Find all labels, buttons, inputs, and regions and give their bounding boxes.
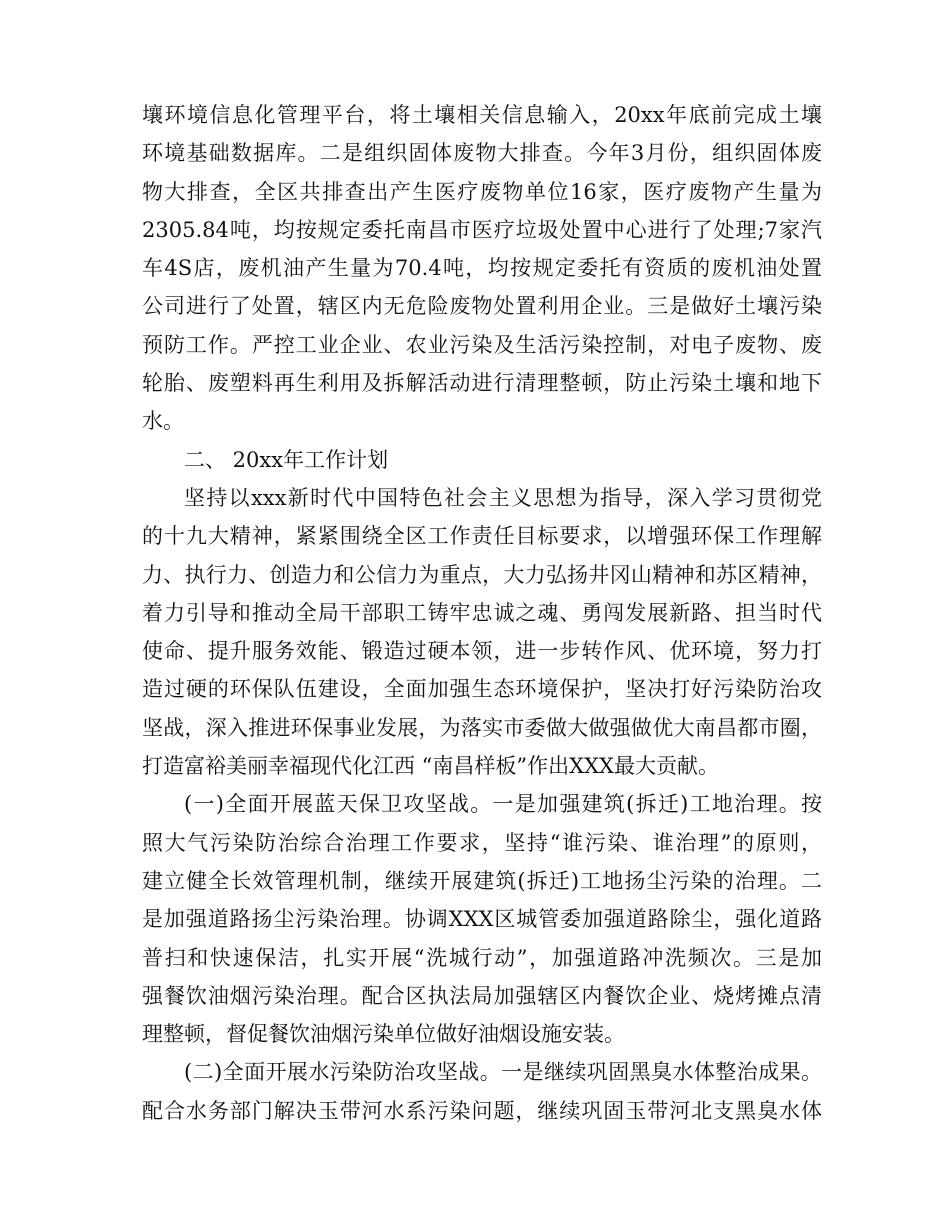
text-line: 是加强道路扬尘污染治理。协调XXX区城管委加强道路除尘，强化道路 [142, 907, 822, 932]
text-line: 坚持以xxx新时代中国特色社会主义思想为指导，深入学习贯彻党 [184, 485, 822, 510]
text-line: 2305.84吨，均按规定委托南昌市医疗垃圾处置中心进行了处理;7家汽 [142, 217, 822, 242]
text-line: 水。 [142, 409, 184, 434]
text-line: 车4S店，废机油产生量为70.4吨，均按规定委托有资质的废机油处置 [142, 256, 822, 281]
text-line: 轮胎、废塑料再生利用及拆解活动进行清理整顿，防止污染土壤和地下 [142, 371, 822, 396]
text-line: 打造富裕美丽幸福现代化江西 “南昌样板”作出XXX最大贡献。 [142, 754, 719, 779]
text-line: 坚战，深入推进环保事业发展，为落实市委做大做强做优大南昌都市圈， [142, 715, 822, 740]
text-line: 环境基础数据库。二是组织固体废物大排查。今年3月份，组织固体废 [142, 141, 822, 166]
text-line: 配合水务部门解决玉带河水系污染问题，继续巩固玉带河北支黑臭水体 [142, 1098, 822, 1123]
text-line: 力、执行力、创造力和公信力为重点，大力弘扬井冈山精神和苏区精神， [142, 562, 822, 587]
text-line: 普扫和快速保洁，扎实开展“洗城行动”，加强道路冲洗频次。三是加 [142, 945, 822, 970]
text-line: 物大排查，全区共排查出产生医疗废物单位16家，医疗废物产生量为 [142, 179, 822, 204]
text-line: 照大气污染防治综合治理工作要求，坚持“谁污染、谁治理”的原则， [142, 830, 822, 855]
text-line: 着力引导和推动全局干部职工铸牢忠诚之魂、勇闯发展新路、担当时代 [142, 600, 822, 625]
text-line: 的十九大精神，紧紧围绕全区工作责任目标要求，以增强环保工作理解 [142, 524, 822, 549]
text-line: 使命、提升服务效能、锻造过硬本领，进一步转作风、优环境，努力打 [142, 639, 822, 664]
text-line: (二)全面开展水污染防治攻坚战。一是继续巩固黑臭水体整治成果。 [184, 1060, 822, 1085]
text-line: 建立健全长效管理机制，继续开展建筑(拆迁)工地扬尘污染的治理。二 [142, 868, 822, 893]
text-line: 造过硬的环保队伍建设，全面加强生态环境保护，坚决打好污染防治攻 [142, 677, 822, 702]
text-line: 公司进行了处置，辖区内无危险废物处置利用企业。三是做好土壤污染 [142, 294, 822, 319]
text-line: (一)全面开展蓝天保卫攻坚战。一是加强建筑(拆迁)工地治理。按 [184, 792, 822, 817]
document-page [142, 96, 822, 1130]
text-line: 预防工作。严控工业企业、农业污染及生活污染控制，对电子废物、废 [142, 332, 822, 357]
section-heading: 二、 20xx年工作计划 [184, 447, 389, 472]
text-line: 壤环境信息化管理平台，将土壤相关信息输入，20xx年底前完成土壤 [142, 103, 822, 127]
text-line: 理整顿，督促餐饮油烟污染单位做好油烟设施安装。 [142, 1022, 625, 1047]
text-line: 强餐饮油烟污染治理。配合区执法局加强辖区内餐饮企业、烧烤摊点清 [142, 983, 822, 1008]
